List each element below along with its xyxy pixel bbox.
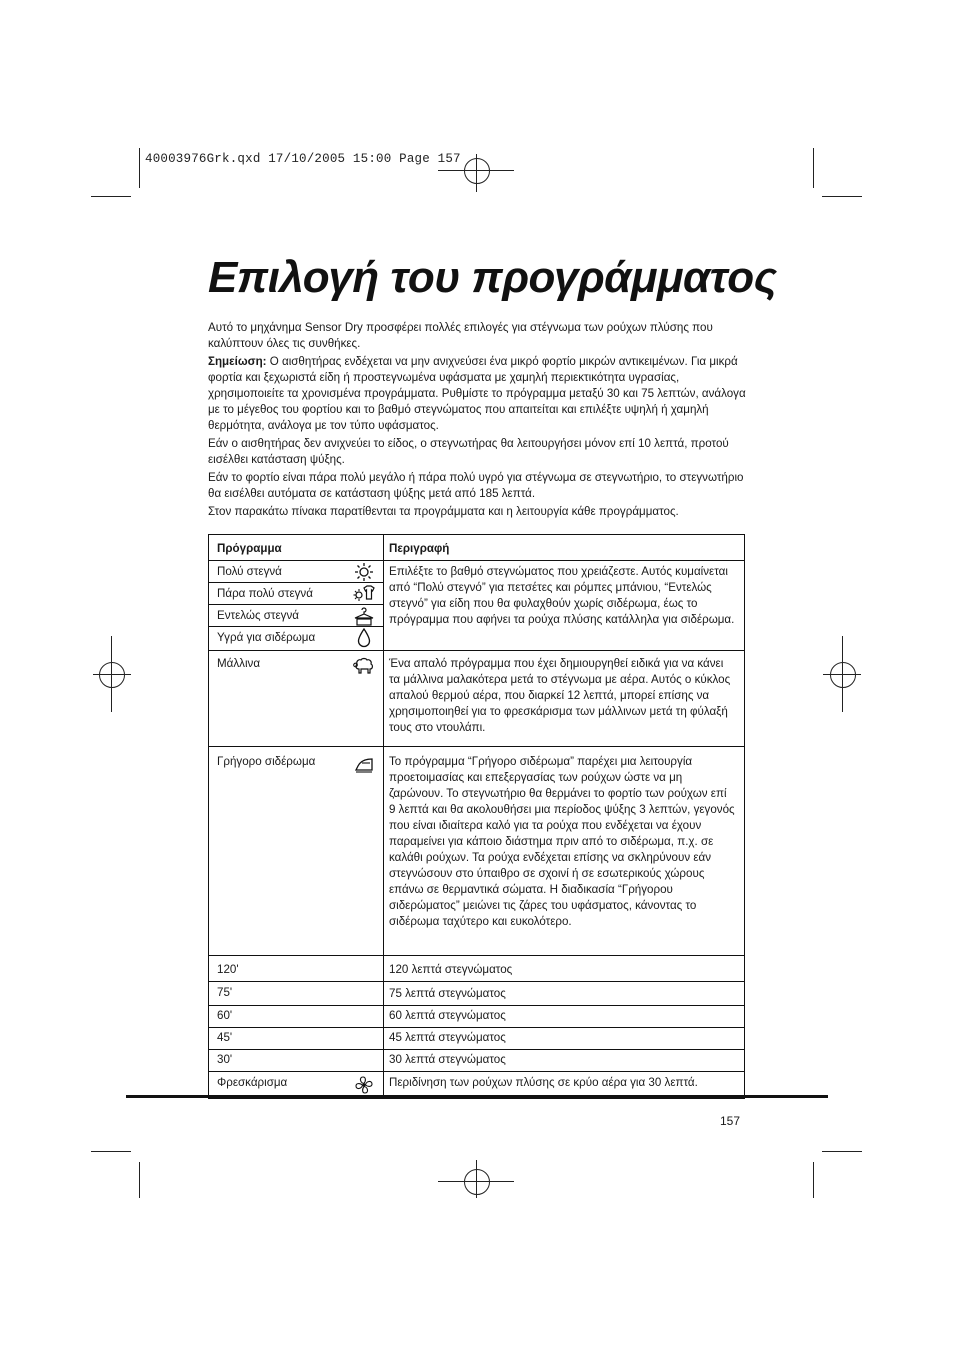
quick-iron-description: Το πρόγραμμα “Γρήγορο σιδέρωμα” παρέχει μια λειτουργία προετοιμασίας και επεξεργασίας των ρούχων ώστε να μη ζαρώνουν. Το στεγνωτήριο θα θερμάνει το φορτίο των ρούχων επί 9 λεπτά και θα ακολουθήσει μια περίοδος ψύξης 3 λεπτών, γεγονός που είναι ιδιαίτερα καλό για τα ρούχα που ενδέχεται να έχουν παραμείνει για κάποιο διάστημα πριν από το σιδέρωμα, π.χ. σε καλάθι ρούχων. Τα ρούχα ενδέχεται επίσης να σκληρύνουν εάν στεγνώσουν στο ύπαιθρο σε σχοινί ή σε εσωτερικούς χώρους επάνω σε θερμαντικά σώματα. Η διαδικασία “Γρήγορου σιδερώματος” μειώνει τις ζάρες του υφάσματος, κάνοντας το σιδέρωμα ταχύτερο και ευκολότερο. (384, 747, 745, 956)
hanger-icon (353, 606, 375, 626)
table-header-row (209, 535, 745, 561)
wool-description: Ένα απαλό πρόγραμμα που έχει δημιουργηθεί ειδικά για να κάνει τα μάλλινα μαλακότερα μετά το στέγνωμα με αέρα. Αυτός ο κύκλος απαλού θερμού αέρα, που διαρκεί 12 λεπτά, μπορεί επίσης να χρησιμοποιηθεί για το φρεσκάρισμα των μάλλινων μετά τη φύλαξή τους στο ντουλάπι. (384, 651, 745, 747)
program-wool (209, 651, 384, 747)
table-row (209, 747, 745, 956)
timed-description: 75 λεπτά στεγνώματος (384, 982, 745, 1006)
note-text: Ο αισθητήρας ενδέχεται να μην ανιχνεύσει ένα μικρό φορτίο μικρών αντικειμένων. Για μικρά φορτία και ξεχωριστά είδη ή προστεγνωμένα υφάσματα με χαμηλή περιεκτικότητα υγρασίας, χρησιμοποιείτε τα χρονισμένα προγράμματα. Ρυθμίστε το πρόγραμμα μεταξύ 30 και 75 λεπτών, ανάλογα με το μέγεθος του φορτίου και το βαθμό στεγνώματος που απαιτείται και επιλέξτε υψηλή ή χαμηλή θερμότητα, ανάλογα με τον τύπο υφάσματος. (208, 355, 746, 432)
program-timed: 45' (209, 1028, 384, 1050)
timed-description: 30 λεπτά στεγνώματος (384, 1050, 745, 1072)
iron-icon (353, 754, 375, 774)
table-row (209, 651, 745, 747)
timed-description: 45 λεπτά στεγνώματος (384, 1028, 745, 1050)
crop-mark (91, 1151, 131, 1152)
column-header-description: Περιγραφή (384, 535, 745, 561)
program-quick-iron (209, 747, 384, 956)
crop-mark (822, 196, 862, 197)
sun-icon (353, 562, 375, 582)
program-label: Υγρά για σιδέρωμα (217, 630, 316, 644)
program-iron-dry (209, 627, 383, 648)
program-very-dry (209, 561, 383, 583)
timed-description: 120 λεπτά στεγνώματος (384, 956, 745, 982)
refresh-description: Περιδίνηση των ρούχων πλύσης σε κρύο αέρα για 30 λεπτά. (384, 1072, 745, 1099)
crop-mark (822, 1151, 862, 1152)
crop-mark (813, 148, 814, 188)
intro-paragraph: Εάν ο αισθητήρας δεν ανιχνεύει το είδος, ο στεγνωτήρας θα λειτουργήσει μόνον επί 10 λεπτά, προτού εισέλθει κατάσταση ψύξης. (208, 437, 729, 466)
crop-mark (139, 1162, 140, 1198)
sheep-icon (353, 656, 375, 676)
note-paragraph (208, 354, 748, 434)
intro-paragraph: Αυτό το μηχάνημα Sensor Dry προσφέρει πολλές επιλογές για στέγνωμα των ρούχων πλύσης που καλύπτουν όλες τις συνθήκες. (208, 321, 713, 350)
table-row (209, 1028, 745, 1050)
file-meta-header: 40003976Grk.qxd 17/10/2005 15:00 Page 157 (145, 152, 461, 166)
timed-description: 60 λεπτά στεγνώματος (384, 1006, 745, 1028)
column-header-program: Πρόγραμμα (209, 535, 384, 561)
fan-icon (353, 1075, 375, 1095)
crop-mark (91, 196, 131, 197)
program-label: Γρήγορο σιδέρωμα (217, 755, 316, 768)
dry-programs-description: Επιλέξτε το βαθμό στεγνώματος που χρειάζεστε. Αυτός κυμαίνεται από “Πολύ στεγνό” για πετσέτες και ρόμπες μπάνιου, “Εντελώς στεγνό” για είδη που θα φυλαχθούν χωρίς σιδέρωμα, έως το πρόγραμμα που αφήνει τα ρούχα πλύσης κατάλληλα για σιδέρωμα. (384, 561, 745, 651)
program-label: Μάλλινα (217, 657, 261, 670)
program-label: Εντελώς στεγνά (217, 608, 299, 622)
table-row (209, 982, 745, 1006)
intro-paragraph: Εάν το φορτίο είναι πάρα πολύ μεγάλο ή πάρα πολύ υγρό για στέγνωμα σε στεγνωτήριο, το στεγνωτήριο θα εισέλθει αυτόματα σε κατάσταση ψύξης μετά από 185 λεπτά. (208, 471, 744, 500)
program-label: Φρεσκάρισμα (217, 1076, 288, 1089)
note-label: Σημείωση: (208, 355, 267, 368)
table-row (209, 1006, 745, 1028)
program-extra-dry (209, 583, 383, 605)
program-table (208, 534, 745, 1099)
program-timed: 60' (209, 1006, 384, 1028)
intro-paragraph: Στον παρακάτω πίνακα παρατίθενται τα προγράμματα και η λειτουργία κάθε προγράμματος. (208, 505, 679, 518)
program-label: Πάρα πολύ στεγνά (217, 586, 313, 600)
drop-icon (353, 628, 375, 648)
program-timed: 30' (209, 1050, 384, 1072)
table-row (209, 561, 745, 651)
crop-mark (139, 148, 140, 188)
program-cupboard-dry (209, 605, 383, 627)
crop-mark (813, 1162, 814, 1198)
page-number: 157 (720, 1114, 741, 1128)
program-timed: 75' (209, 982, 384, 1006)
intro-text (208, 320, 748, 522)
dry-programs-cell (209, 561, 384, 651)
program-timed: 120' (209, 956, 384, 982)
program-label: Πολύ στεγνά (217, 564, 282, 578)
page-title: Επιλογή του προγράμματος (208, 253, 777, 302)
table-row (209, 1050, 745, 1072)
table-row (209, 956, 745, 982)
footer-rule (126, 1095, 828, 1098)
sun-shirt-icon (353, 584, 375, 604)
